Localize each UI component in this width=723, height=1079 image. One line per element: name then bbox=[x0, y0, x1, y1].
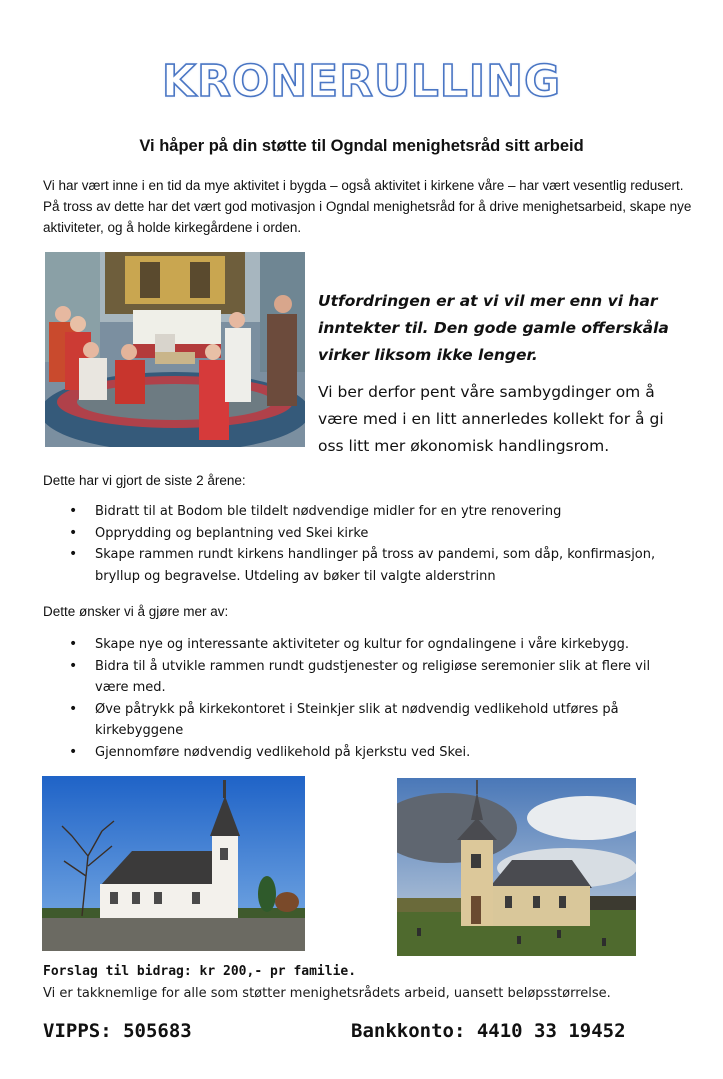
subtitle: Vi håper på din støtte til Ogndal menighetsråd sitt arbeid bbox=[139, 137, 584, 155]
more-heading: Dette ønsker vi å gjøre mer av: bbox=[43, 604, 229, 619]
quote-text: Utfordringen er at vi vil mer enn vi har inntekter til. Den gode gamle offerskåla virker liksom ikke lenger. bbox=[318, 292, 669, 364]
list-item: • Skape rammen rundt kirkens handlinger på tross av pandemi, som dåp, konfirmasjon, bryllup og begravelse. Utdeling av bøker til valgte alderstrinn bbox=[43, 544, 683, 587]
list-item: • Bidratt til at Bodom ble tildelt nødvendige midler for en ytre renovering bbox=[43, 501, 683, 523]
done-heading: Dette har vi gjort de siste 2 årene: bbox=[43, 473, 246, 488]
page-title: KRONERULLING bbox=[161, 56, 562, 107]
vipps-number: VIPPS: 505683 bbox=[43, 1020, 192, 1042]
thanks-text: Vi er takknemlige for alle som støtter menighetsrådets arbeid, uansett beløpsstørrelse. bbox=[43, 986, 611, 1001]
appeal-text: Vi ber derfor pent våre sambygdinger om å være med i en litt annerledes kollekt for å gi oss litt mer økonomisk handlingsrom. bbox=[318, 383, 664, 455]
intro-paragraph: Vi har vært inne i en tid da mye aktivitet i bygda – også aktivitet i kirkene våre – har vært vesentlig redusert. På tross av dette har det vært god motivasjon i Ogndal menighetsråd for å drive menighetsarbeid, skape nye aktiviteter, og å holde kirkegårdene i orden. bbox=[43, 178, 692, 235]
more-list bbox=[43, 634, 683, 763]
list-item: • Gjennomføre nødvendig vedlikehold på kjerkstu ved Skei. bbox=[43, 742, 683, 764]
church-interior-photo bbox=[45, 252, 305, 447]
white-church-photo bbox=[42, 776, 305, 951]
list-item: • Øve påtrykk på kirkekontoret i Steinkjer slik at nødvendig vedlikehold utføres på kirkebyggene bbox=[43, 699, 683, 742]
list-item: • Opprydding og beplantning ved Skei kirke bbox=[43, 523, 683, 545]
wooden-church-photo bbox=[397, 778, 636, 956]
done-list bbox=[43, 501, 683, 587]
bank-account: Bankkonto: 4410 33 19452 bbox=[351, 1020, 626, 1042]
list-item: • Skape nye og interessante aktiviteter og kultur for ogndalingene i våre kirkebygg. bbox=[43, 634, 683, 656]
list-item: • Bidra til å utvikle rammen rundt gudstjenester og religiøse seremonier slik at flere vil være med. bbox=[43, 656, 683, 699]
suggested-contribution: Forslag til bidrag: kr 200,- pr familie. bbox=[43, 964, 357, 979]
